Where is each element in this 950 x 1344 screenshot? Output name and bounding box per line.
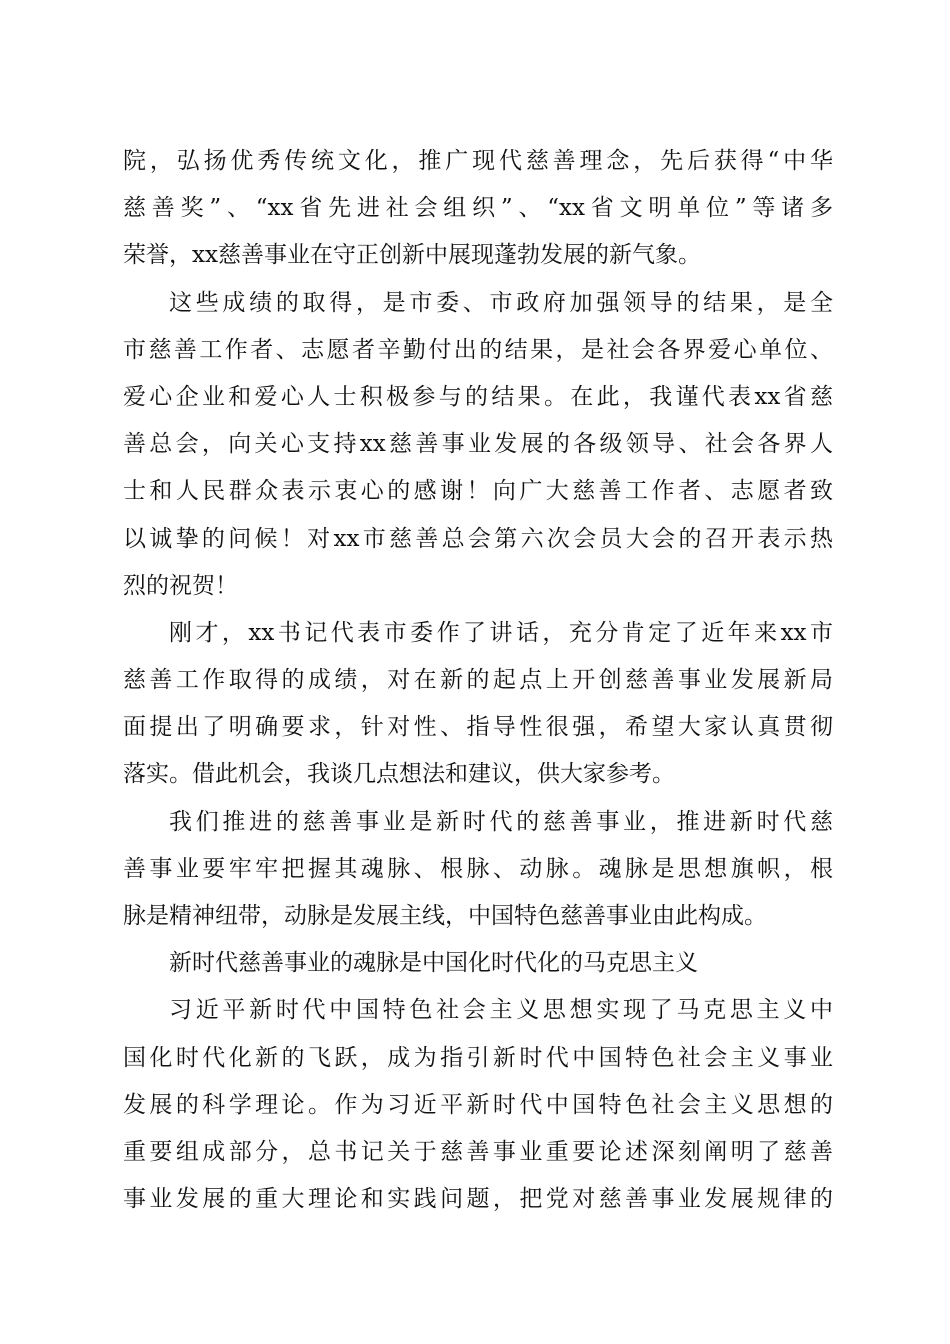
paragraph-line: 荣誉，xx慈善事业在守正创新中展现蓬勃发展的新气象。 (123, 242, 701, 269)
paragraph-line: 刚才，xx书记代表市委作了讲话，充分肯定了近年来xx市 (169, 619, 833, 646)
paragraph-line: 习近平新时代中国特色社会主义思想实现了马克思主义中 (169, 997, 833, 1024)
document-body (123, 138, 833, 1223)
paragraph-line: 重要组成部分，总书记关于慈善事业重要论述深刻阐明了慈善 (123, 1138, 833, 1165)
paragraph-line: 慈善奖”、“xx省先进社会组织”、“xx省文明单位”等诸多 (123, 195, 833, 222)
paragraph-line: 善总会，向关心支持xx慈善事业发展的各级领导、社会各界人 (123, 431, 833, 458)
paragraph-line: 以诚挚的问候！对xx市慈善总会第六次会员大会的召开表示热 (123, 525, 833, 552)
paragraph-line: 国化时代化新的飞跃，成为指引新时代中国特色社会主义事业 (123, 1044, 833, 1071)
paragraph-line: 士和人民群众表示衷心的感谢！向广大慈善工作者、志愿者致 (123, 478, 833, 505)
paragraph-line: 脉是精神纽带，动脉是发展主线，中国特色慈善事业由此构成。 (123, 903, 767, 929)
paragraph-line: 善事业要牢牢把握其魂脉、根脉、动脉。魂脉是思想旗帜，根 (123, 855, 833, 882)
paragraph-line: 爱心企业和爱心人士积极参与的结果。在此，我谨代表xx省慈 (123, 383, 833, 410)
paragraph-line: 市慈善工作者、志愿者辛勤付出的结果，是社会各界爱心单位、 (123, 336, 833, 363)
paragraph-line: 烈的祝贺！ (123, 572, 238, 599)
paragraph-line: 落实。借此机会，我谈几点想法和建议，供大家参考。 (123, 761, 675, 788)
paragraph-line: 发展的科学理论。作为习近平新时代中国特色社会主义思想的 (123, 1091, 833, 1118)
paragraph-line: 面提出了明确要求，针对性、指导性很强，希望大家认真贯彻 (123, 714, 833, 741)
paragraph-line: 我们推进的慈善事业是新时代的慈善事业，推进新时代慈 (169, 808, 833, 835)
section-heading: 新时代慈善事业的魂脉是中国化时代化的马克思主义 (169, 950, 698, 977)
paragraph-line: 院，弘扬优秀传统文化，推广现代慈善理念，先后获得“中华 (123, 148, 833, 174)
paragraph-line: 这些成绩的取得，是市委、市政府加强领导的结果，是全 (169, 289, 833, 316)
paragraph-line: 慈善工作取得的成绩，对在新的起点上开创慈善事业发展新局 (123, 667, 833, 694)
paragraph-line: 事业发展的重大理论和实践问题，把党对慈善事业发展规律的 (123, 1186, 833, 1213)
